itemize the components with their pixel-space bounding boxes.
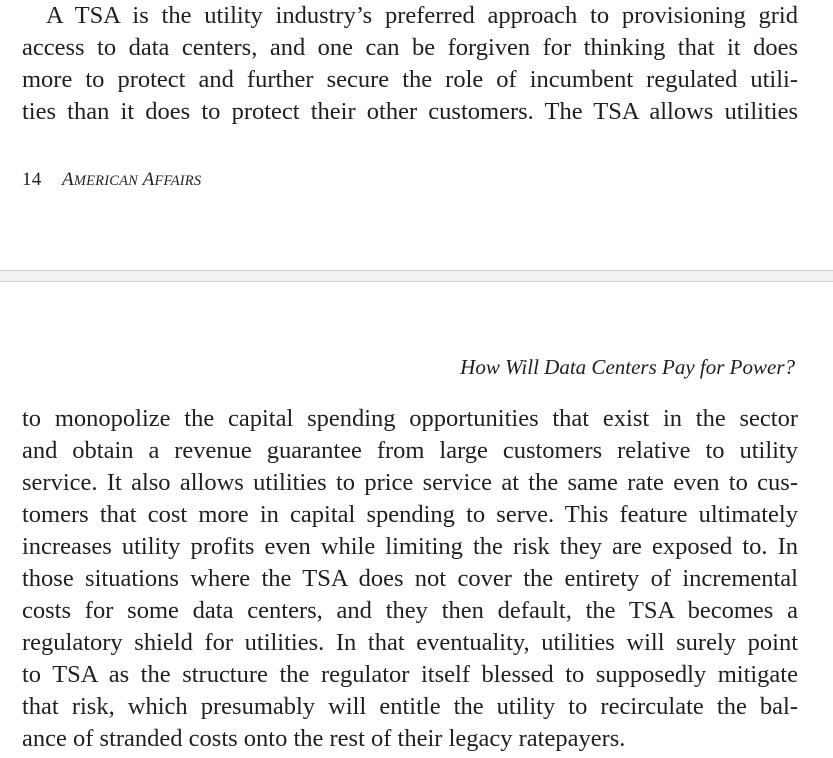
page-divider [0, 270, 833, 282]
paragraph-line: to monopolize the capital spending opportunities that exist in the sector [22, 405, 798, 432]
paragraph-line: and obtain a revenue guarantee from large customers relative to utility [22, 437, 798, 464]
paragraph-line: regulatory shield for utilities. In that eventuality, utilities will surely point [22, 629, 798, 656]
page-footer [22, 166, 201, 195]
paragraph-line: ties than it does to protect their other customers. The TSA allows utilities [22, 98, 798, 125]
paragraph-line: those situations where the TSA does not cover the entirety of incremental [22, 565, 798, 592]
paragraph-line: that risk, which presumably will entitle the utility to recirculate the bal- [22, 693, 798, 720]
paragraph-line: service. It also allows utilities to price service at the same rate even to cus- [22, 469, 798, 496]
paragraph-line: costs for some data centers, and they then default, the TSA becomes a [22, 597, 798, 624]
paragraph-line: tomers that cost more in capital spending to serve. This feature ultimately [22, 501, 798, 528]
bottom-page-paragraph [22, 403, 798, 755]
top-page-paragraph [22, 0, 798, 128]
paragraph-line: increases utility profits even while limiting the risk they are exposed to. In [22, 533, 798, 560]
page-number: 14 [22, 169, 42, 190]
paragraph-line: access to data centers, and one can be forgiven for thinking that it does [22, 34, 798, 61]
paragraph-line: ance of stranded costs onto the rest of their legacy ratepayers. [22, 725, 626, 752]
journal-name: AMERICAN AFFAIRS [62, 169, 202, 190]
paragraph-line: to TSA as the structure the regulator itself blessed to supposedly mitigate [22, 661, 798, 688]
running-head: How Will Data Centers Pay for Power? [460, 355, 795, 379]
paragraph-line: A TSA is the utility industry’s preferred approach to provisioning grid [46, 2, 798, 29]
paragraph-line: more to protect and further secure the role of incumbent regulated utili- [22, 66, 798, 93]
